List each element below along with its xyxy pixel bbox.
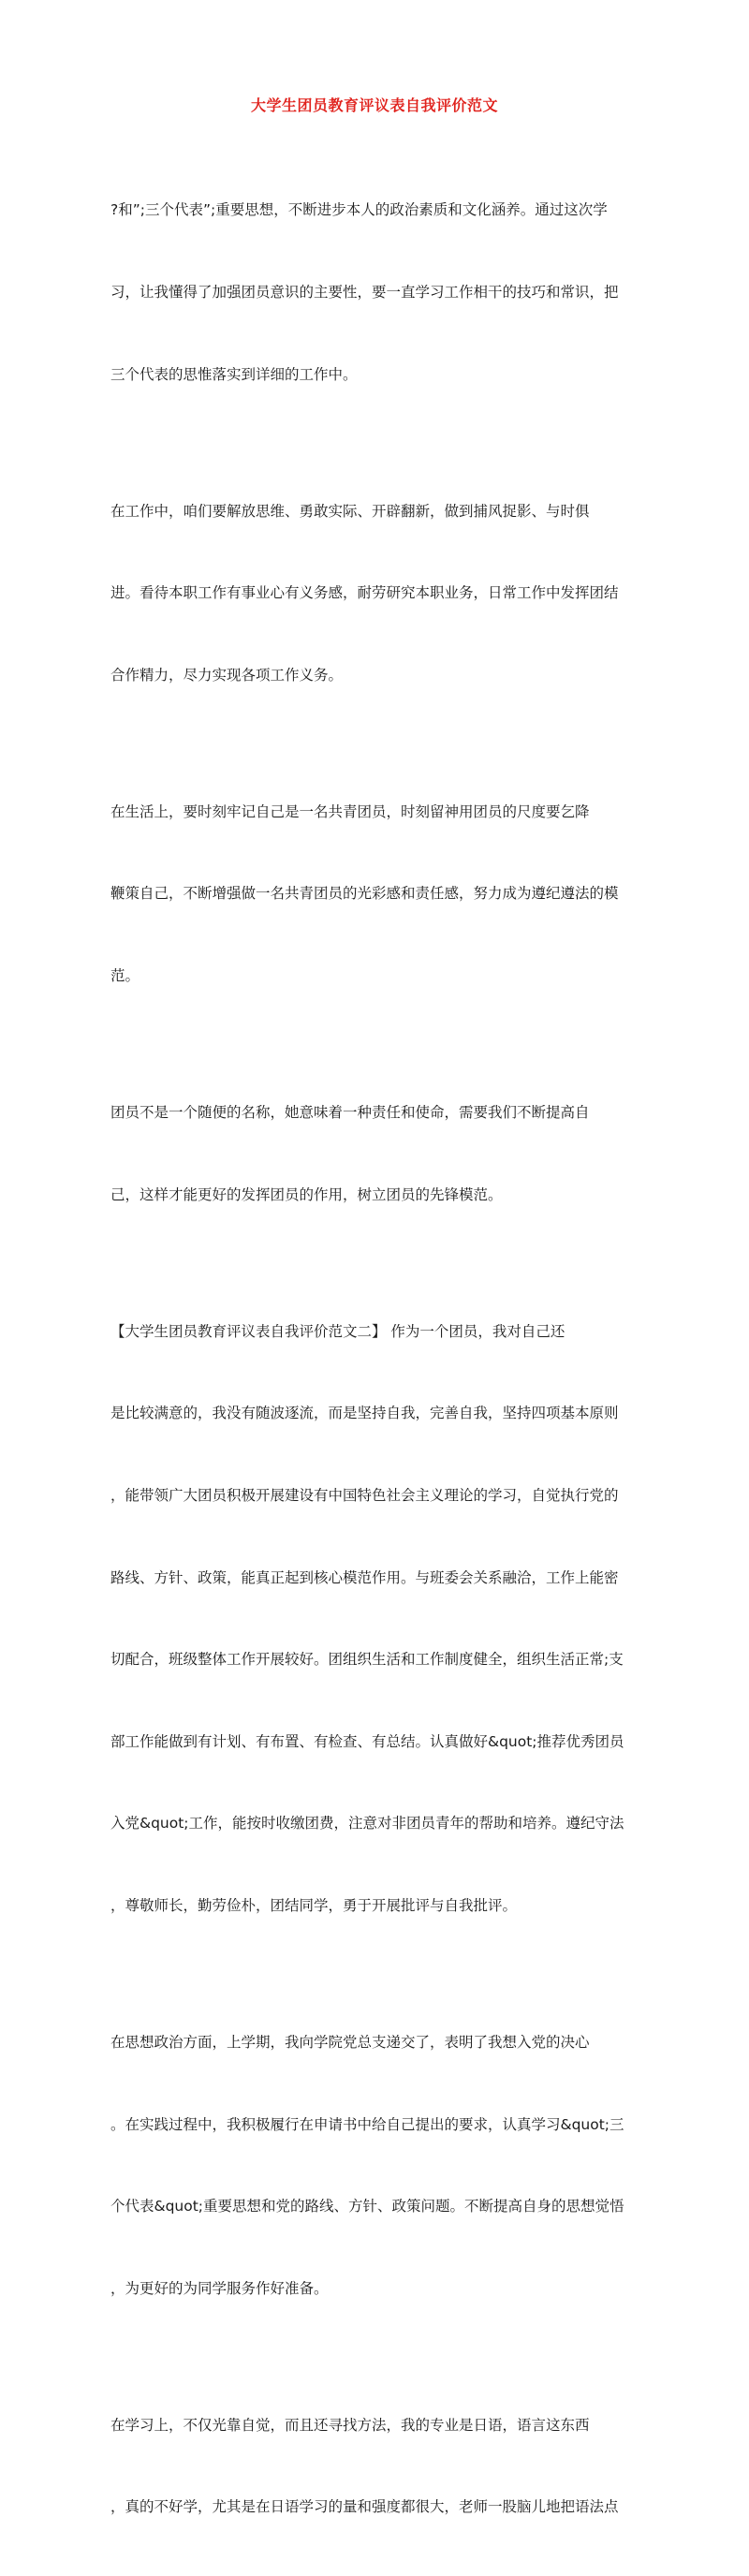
text-line: 切配合，班级整体工作开展较好。团组织生活和工作制度健全，组织生活正常;支 [110,1651,624,1669]
text-line: 【大学生团员教育评议表自我评价范文二】 作为一个团员，我对自己还 [110,1322,565,1340]
text-line: 团员不是一个随便的名称，她意味着一种责任和使命，需要我们不断提高自 [110,1104,590,1122]
document-body [110,142,640,2576]
text-line: 在生活上，要时刻牢记自己是一名共青团员，时刻留神用团员的尺度要乞降 [110,802,590,820]
text-line: ，能带领广大团员积极开展建设有中国特色社会主义理论的学习，自觉执行党的 [110,1486,619,1504]
paragraph-2 [110,443,640,743]
paragraph-4 [110,1045,640,1264]
text-line: 在思想政治方面，上学期，我向学院党总支递交了，表明了我想入党的决心 [110,2034,590,2052]
document-title: 大学生团员教育评议表自我评价范文 [250,96,498,114]
text-line: ，真的不好学，尤其是在日语学习的量和强度都很大，老师一股脑儿地把语法点 [110,2498,619,2516]
paragraph-3 [110,743,640,1044]
text-line: 范。 [110,967,140,985]
paragraph-1 [110,142,640,443]
text-line: 入党&quot;工作，能按时收缴团费，注意对非团员青年的帮助和培养。遵纪守法 [110,1815,624,1833]
paragraph-7 [110,2357,640,2576]
paragraph-6 [110,1975,640,2358]
text-line: 路线、方针、政策，能真正起到核心模范作用。与班委会关系融洽，工作上能密 [110,1568,619,1586]
text-line: 是比较满意的，我没有随波逐流，而是坚持自我，完善自我，坚持四项基本原则 [110,1405,619,1422]
text-line: ，尊敬师长，勤劳俭朴，团结同学，勇于开展批评与自我批评。 [110,1897,518,1914]
text-line: 在工作中，咱们要解放思维、勇敢实际、开辟翻新，做到捕风捉影、与时俱 [110,502,590,520]
text-line: 合作精力，尽力实现各项工作义务。 [110,666,344,684]
text-line: 进。看待本职工作有事业心有义务感，耐劳研究本职业务，日常工作中发挥团结 [110,584,619,602]
text-line: 习，让我懂得了加强团员意识的主要性，要一直学习工作相干的技巧和常识，把 [110,284,619,302]
text-line: 部工作能做到有计划、有布置、有检查、有总结。认真做好&quot;推荐优秀团员 [110,1732,624,1750]
text-line: 鞭策自己，不断增强做一名共青团员的光彩感和责任感，努力成为遵纪遵法的模 [110,885,619,903]
text-line: 在学习上，不仅光靠自觉，而且还寻找方法，我的专业是日语，语言这东西 [110,2416,590,2434]
text-line: 个代表&quot;重要思想和党的路线、方针、政策问题。不断提高自身的思想觉悟 [110,2198,624,2215]
text-line: 。在实践过程中，我积极履行在申请书中给自己提出的要求，认真学习&quot;三 [110,2115,624,2133]
paragraph-5 [110,1263,640,1974]
text-line: 己，这样才能更好的发挥团员的作用，树立团员的先锋模范。 [110,1185,503,1203]
text-line: 三个代表的思惟落实到详细的工作中。 [110,365,358,383]
text-line: ?和”;三个代表”;重要思想，不断进步本人的政治素质和文化涵养。通过这次学 [110,201,608,219]
text-line: ，为更好的为同学服务作好准备。 [110,2279,329,2297]
